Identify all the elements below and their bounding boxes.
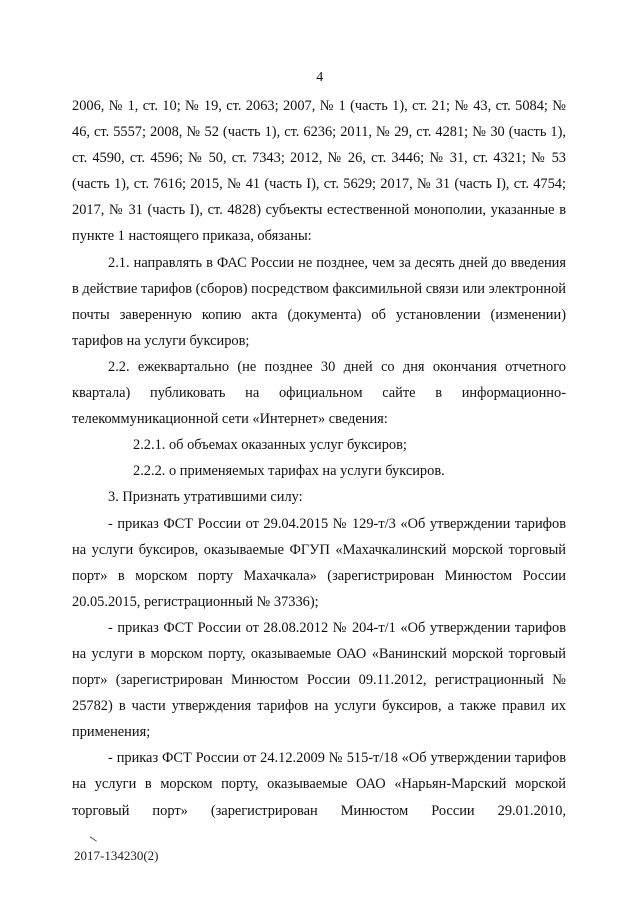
paragraph-2-2-1: 2.2.1. об объемах оказанных услуг буксиров; xyxy=(133,437,407,454)
paragraph-order-204: - приказ ФСТ России от 28.08.2012 № 204-т/1 «Об утверждении тарифов на услуги в морском порту, оказываемые ОАО «Ванинский морской торговый порт» (зарегистрирован Минюстом России 09.11.2012, регистрационный № 25782) в части утверждения тарифов на услуги буксиров, а также правил их применения; xyxy=(72,619,566,741)
paragraph-order-129: - приказ ФСТ России от 29.04.2015 № 129-т/3 «Об утверждении тарифов на услуги буксиров, оказываемые ФГУП «Махачкалинский морской торговый порт» в морском порту Махачкала» (зарегистрирован Минюстом России 20.05.2015, регистрационный № 37336); xyxy=(72,515,566,610)
page-number: 4 xyxy=(316,70,324,85)
paragraph-2-2: 2.2. ежеквартально (не позднее 30 дней со дня окончания отчетного квартала) публиковать на официальном сайте в информационно-телекоммуникационной сети «Интернет» сведения: xyxy=(72,358,566,428)
scan-mark xyxy=(90,831,101,841)
paragraph-order-515: - приказ ФСТ России от 24.12.2009 № 515-т/18 «Об утверждении тарифов на услуги в морском порту, оказываемые ОАО «Нарьян-Марский морской торговый порт» (зарегистрирован Минюстом России 29.01.2010, xyxy=(72,750,566,819)
paragraph-3: 3. Признать утратившими силу: xyxy=(108,489,303,506)
paragraph-legal-references: 2006, № 1, ст. 10; № 19, ст. 2063; 2007, № 1 (часть 1), ст. 21; № 43, ст. 5084; № 46, ст. 5557; 2008, № 52 (часть 1), ст. 6236; 2011, № 29, ст. 4281; № 30 (часть 1), ст. 4590, ст. 4596; № 50, ст. 7343; 2012, № 26, ст. 3446; № 31, ст. 4321; № 53 (часть 1), ст. 7616; 2015, № 41 (часть I), ст. 5629; 2017, № 31 (часть I), ст. 4754; 2017, № 31 (часть I), ст. 4828) субъекты естественной монополии, указанные в пункте 1 настоящего приказа, обязаны: xyxy=(72,98,566,245)
paragraph-2-2-2: 2.2.2. о применяемых тарифах на услуги буксиров. xyxy=(133,463,445,480)
paragraph-2-1: 2.1. направлять в ФАС России не позднее, чем за десять дней до введения в действие тарифов (сборов) посредством факсимильной связи или электронной почты заверенную копию акта (документа) об установлении (изменении) тарифов на услуги буксиров; xyxy=(72,254,566,349)
document-body xyxy=(72,93,566,824)
document-code: 2017-134230(2) xyxy=(74,848,159,863)
